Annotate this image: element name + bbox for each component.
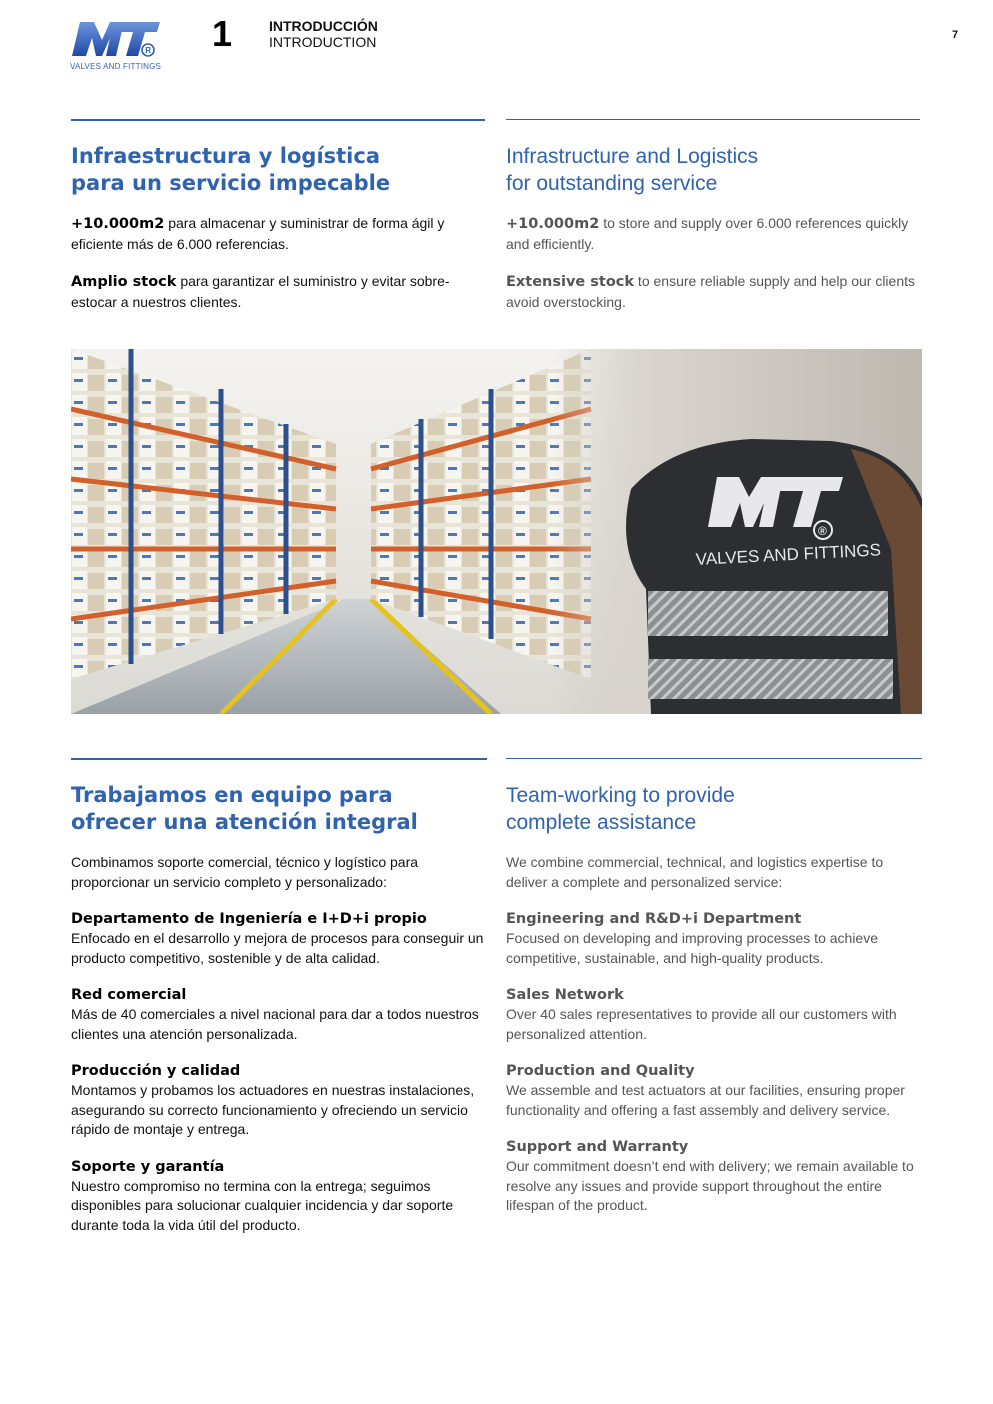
section2-es-item bbox=[71, 986, 485, 1044]
section2-en-item-title: Engineering and R&D+i Department bbox=[506, 911, 802, 927]
svg-text:R: R bbox=[145, 46, 151, 55]
chapter-number: 1 bbox=[212, 13, 233, 54]
section2-es-title bbox=[71, 782, 485, 836]
section1-es bbox=[71, 143, 481, 312]
section1-en-p2-text: to ensure reliable supply and help our clients avoid overstocking. bbox=[506, 273, 915, 310]
warehouse-photo bbox=[71, 349, 922, 714]
section2-es-item-text: Nuestro compromiso no termina con la entrega; seguimos disponibles para solucionar cualquier incidencia y dar soporte durante toda la vida útil del producto. bbox=[71, 1177, 454, 1233]
section2-es-item bbox=[71, 1158, 485, 1236]
section2-es-rule bbox=[71, 758, 487, 760]
section1-en-title-line2: for outstanding service bbox=[506, 172, 718, 195]
chapter-title-es: INTRODUCCIÓN bbox=[269, 18, 378, 34]
section2-es-intro: Combinamos soporte comercial, técnico y logístico para proporcionar un servicio completo y personalizado: bbox=[71, 854, 419, 890]
section2-es-item-title: Departamento de Ingeniería e I+D+i propio bbox=[71, 911, 427, 927]
section1-en-p1-text: to store and supply over 6.000 references quickly and efficiently. bbox=[506, 215, 909, 252]
section1-es-paragraph-1 bbox=[71, 214, 481, 254]
section2-es-item bbox=[71, 910, 485, 968]
section1-es-p1-text: para almacenar y suministrar de forma ágil y eficiente más de 6.000 referencias. bbox=[71, 215, 445, 252]
section2-en-item-text: Focused on developing and improving processes to achieve competitive, sustainable, and high-quality products. bbox=[506, 930, 879, 966]
section1-en-p2-lead: Extensive stock bbox=[506, 274, 635, 290]
section2-en-item bbox=[506, 1138, 920, 1216]
shirt-tagline: VALVES AND FITTINGS bbox=[695, 540, 882, 569]
section1-en-rule bbox=[506, 119, 920, 120]
section1-es-title-line2: para un servicio impecable bbox=[71, 171, 391, 195]
section1-es-p1-lead: +10.000m2 bbox=[71, 216, 165, 232]
section1-en-paragraph-1 bbox=[506, 214, 918, 254]
section2-en-item-text: Over 40 sales representatives to provide all our customers with personalized attention. bbox=[506, 1006, 897, 1042]
page-number: 7 bbox=[952, 29, 959, 41]
shirt-registered-mark: ® bbox=[818, 524, 827, 538]
section2-en-title-line2: complete assistance bbox=[506, 811, 697, 834]
section1-en bbox=[506, 143, 918, 312]
logo-tagline: VALVES AND FITTINGS bbox=[70, 62, 162, 71]
section1-en-paragraph-2 bbox=[506, 272, 918, 312]
section1-es-title-line1: Infraestructura y logística bbox=[71, 144, 381, 168]
section2-en-item-title: Production and Quality bbox=[506, 1063, 695, 1079]
section2-en-rule bbox=[506, 758, 922, 759]
section2-es-item-text: Montamos y probamos los actuadores en nuestras instalaciones, asegurando su correcto funcionamiento y ofreciendo un servicio rápido de montaje y entrega. bbox=[71, 1082, 475, 1137]
section2-en-item bbox=[506, 1062, 920, 1120]
section1-en-title-line1: Infrastructure and Logistics bbox=[506, 145, 759, 168]
section2-es-item-title: Soporte y garantía bbox=[71, 1158, 225, 1175]
section1-es-p2-text: para garantizar el suministro y evitar sobre-estocar a nuestros clientes. bbox=[71, 273, 450, 310]
section2-en-item-title: Sales Network bbox=[506, 987, 624, 1003]
section2-es bbox=[71, 782, 485, 1253]
section2-en-item bbox=[506, 986, 920, 1044]
section2-es-item bbox=[71, 1062, 485, 1140]
section2-en-item-title: Support and Warranty bbox=[506, 1139, 689, 1155]
section2-en-title bbox=[506, 782, 920, 836]
section2-es-item-text: Más de 40 comerciales a nivel nacional para dar a todos nuestros clientes una atención personalizada. bbox=[71, 1006, 479, 1042]
section2-en-intro: We combine commercial, technical, and logistics expertise to deliver a complete and personalized service: bbox=[506, 854, 884, 890]
section2-es-item-text: Enfocado en el desarrollo y mejora de procesos para conseguir un producto competitivo, sostenible y de alta calidad. bbox=[71, 930, 484, 966]
section1-en-p1-lead: +10.000m2 bbox=[506, 216, 600, 232]
section2-es-item-title: Producción y calidad bbox=[71, 1063, 241, 1079]
section2-en-item-text: We assemble and test actuators at our facilities, ensuring proper functionality and offering a fast assembly and delivery service. bbox=[506, 1082, 905, 1118]
section1-es-rule bbox=[71, 119, 485, 121]
section2-en bbox=[506, 782, 920, 1234]
section2-en-title-line1: Team-working to provide bbox=[506, 784, 735, 807]
section2-es-title-line2: ofrecer una atención integral bbox=[71, 810, 418, 834]
section1-es-paragraph-2 bbox=[71, 272, 481, 312]
chapter-title-en: INTRODUCTION bbox=[269, 34, 377, 50]
section2-en-item-text: Our commitment doesn’t end with delivery; we remain available to resolve any issues and provide support throughout the entire lifespan of the product. bbox=[506, 1158, 914, 1213]
section1-en-title bbox=[506, 143, 918, 197]
section1-es-p2-lead: Amplio stock bbox=[71, 274, 177, 290]
section2-es-item-title: Red comercial bbox=[71, 987, 187, 1003]
section1-es-title bbox=[71, 143, 481, 197]
section2-en-item bbox=[506, 910, 920, 968]
section2-es-title-line1: Trabajamos en equipo para bbox=[71, 783, 393, 807]
